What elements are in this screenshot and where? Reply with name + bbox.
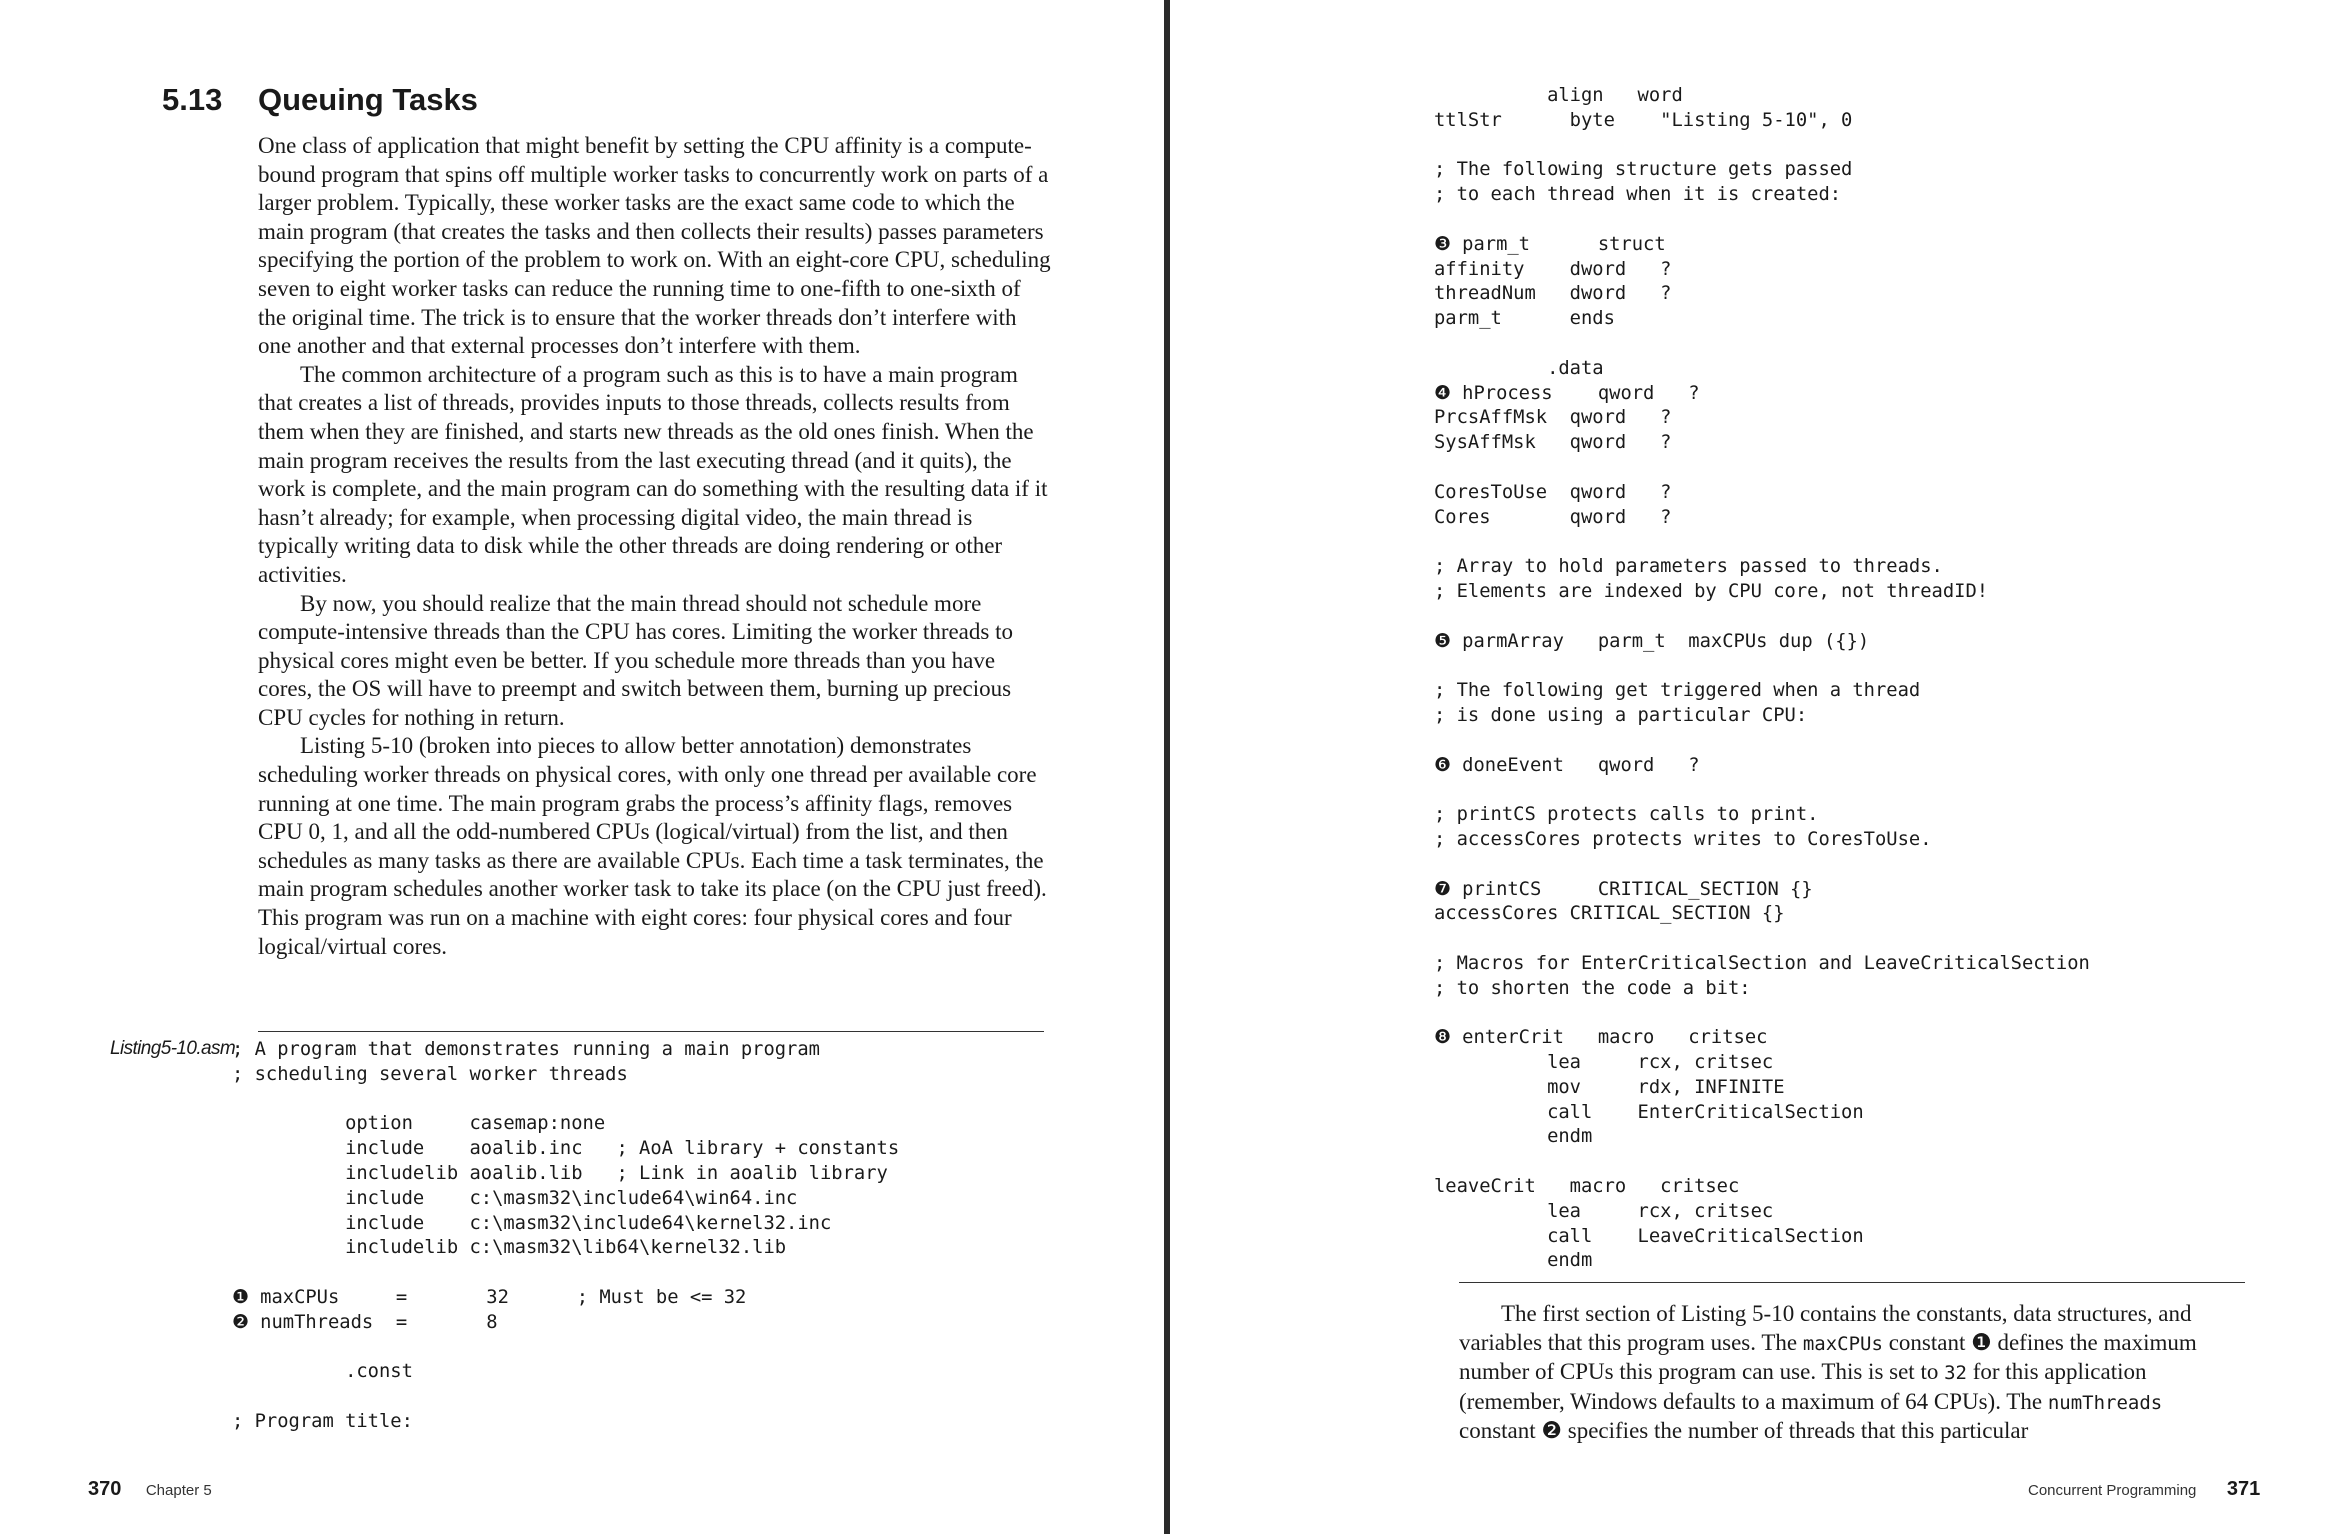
page-number-right: 371 bbox=[2226, 1478, 2261, 1500]
paragraph-2: The common architecture of a program such as this is to have a main program that creates a list of threads, provides inputs to those threads, collects results from them when they are finished, and starts new threads as the old ones finish. When the main program receives the results from the last executing thread (and it quits), the work is complete, and the main program can do something with the resulting data if it hasn’t already; for example, when processing digital video, the main thread is typically writing data to disk while the other threads are doing rendering or other activities. bbox=[258, 361, 1048, 587]
para-intro: The first section of Listing 5-10 contains the constants, data structures, and variables that this program uses. The bbox=[1459, 1301, 2192, 1355]
paragraph-1: One class of application that might benefit by setting the CPU affinity is a compute-bound program that spins off multiple worker tasks to concurrently work on parts of a larger problem. Typically, these worker tasks are the exact same code to which the main program (that creates the tasks and then collects their results) passes parameters specifying the portion of the problem to work on. With an eight-core CPU, scheduling seven to eight worker tasks can reduce the running time to one-fifth to one-sixth of the original time. The trick is to ensure that the worker threads don’t interfere with one another and that external processes don’t interfere with them. bbox=[258, 133, 1051, 359]
body-text-right bbox=[1459, 1300, 2239, 1446]
left-page bbox=[0, 0, 1164, 1534]
para-mid1: constant ❶ defines the maximum number of CPUs this program can use. This is set to bbox=[1459, 1329, 2197, 1385]
chapter-label: Chapter 5 bbox=[145, 1482, 212, 1499]
footer-left bbox=[88, 1478, 212, 1501]
chapter-title-label: Concurrent Programming bbox=[2028, 1482, 2197, 1499]
listing-label: Listing5-10.asm bbox=[110, 1038, 236, 1059]
listing-bottom-rule bbox=[1459, 1282, 2245, 1283]
code-maxcpus: maxCPUs bbox=[1802, 1332, 1883, 1355]
code-listing-left: ; A program that demonstrates running a main program ; scheduling several worker threads option casemap:none include aoalib.inc ; AoA library + constants includelib aoalib.lib ; Link in aoalib library include c:\masm32\include64\win64.inc include c:\masm32\include64\kernel32.inc includelib c:\masm32\lib64\kernel32.lib ❶ maxCPUs = 32 ; Must be <= 32 ❷ numThreads = 8 .const ; Program title: bbox=[232, 1039, 900, 1432]
code-numthreads: numThreads bbox=[2047, 1391, 2163, 1414]
code-listing-right: align word ttlStr byte "Listing 5-10", 0 ; The following structure gets passed ; to each thread when it is created: ❸ parm_t struct affinity dword ? threadNum dword ? parm_t ends .data ❹ hProcess qword ? PrcsAffMsk qword ? SysAffMsk qword ? CoresToUse qword ? Cores qword ? ; Array to hold parameters passed to threads. ; Elements are indexed by CPU core, not threadID! ❺ parmArray parm_t maxCPUs dup ({}) ; The following get triggered when a thread ; is done using a particular CPU: ❻ doneEvent qword ? ; printCS protects calls to print. ; accessCores protects writes to CoresToUse. ❼ printCS CRITICAL_SECTION {} accessCores CRITICAL_SECTION {} ; Macros for EnterCriticalSection and LeaveCriticalSection ; to shorten the code a bit: ❽ enterCrit macro critsec lea rcx, critsec mov rdx, INFINITE call EnterCriticalSection endm leaveCrit macro critsec lea rcx, critsec call LeaveCriticalSection endm bbox=[1434, 85, 2090, 1272]
page-divider bbox=[1164, 0, 1170, 1534]
section-title: Queuing Tasks bbox=[258, 82, 478, 117]
paragraph-4: Listing 5-10 (broken into pieces to allow better annotation) demonstrates scheduling worker threads on physical cores, with only one thread per available core running at one time. The main program grabs the process’s affinity flags, removes CPU 0, 1, and all the odd-numbered CPUs (logical/virtual) from the list, and then schedules as many tasks as there are available CPUs. Each time a task terminates, the main program schedules another worker task to take its place (on the CPU just freed). This program was run on a machine with eight cores: four physical cores and four logical/virtual cores. bbox=[258, 733, 1047, 959]
page-number-left: 370 bbox=[88, 1478, 122, 1500]
footer-right bbox=[2028, 1478, 2260, 1501]
paragraph-3: By now, you should realize that the main thread should not schedule more compute-intensive threads than the CPU has cores. Limiting the worker threads to physical cores might even be better. If you schedule more threads than you have cores, the OS will have to preempt and switch between them, burning up precious CPU cycles for nothing in return. bbox=[258, 590, 1013, 730]
paragraph-right bbox=[1459, 1300, 2239, 1446]
code-32: 32 bbox=[1944, 1362, 1967, 1385]
para-mid2: for this application (remember, Windows defaults to a maximum of 64 CPUs). The bbox=[1459, 1359, 2147, 1414]
para-end: constant ❷ specifies the number of threads that this particular bbox=[1459, 1418, 2029, 1444]
body-text bbox=[258, 132, 1053, 961]
section-number: 5.13 bbox=[162, 82, 223, 117]
listing-top-rule bbox=[258, 1031, 1044, 1032]
